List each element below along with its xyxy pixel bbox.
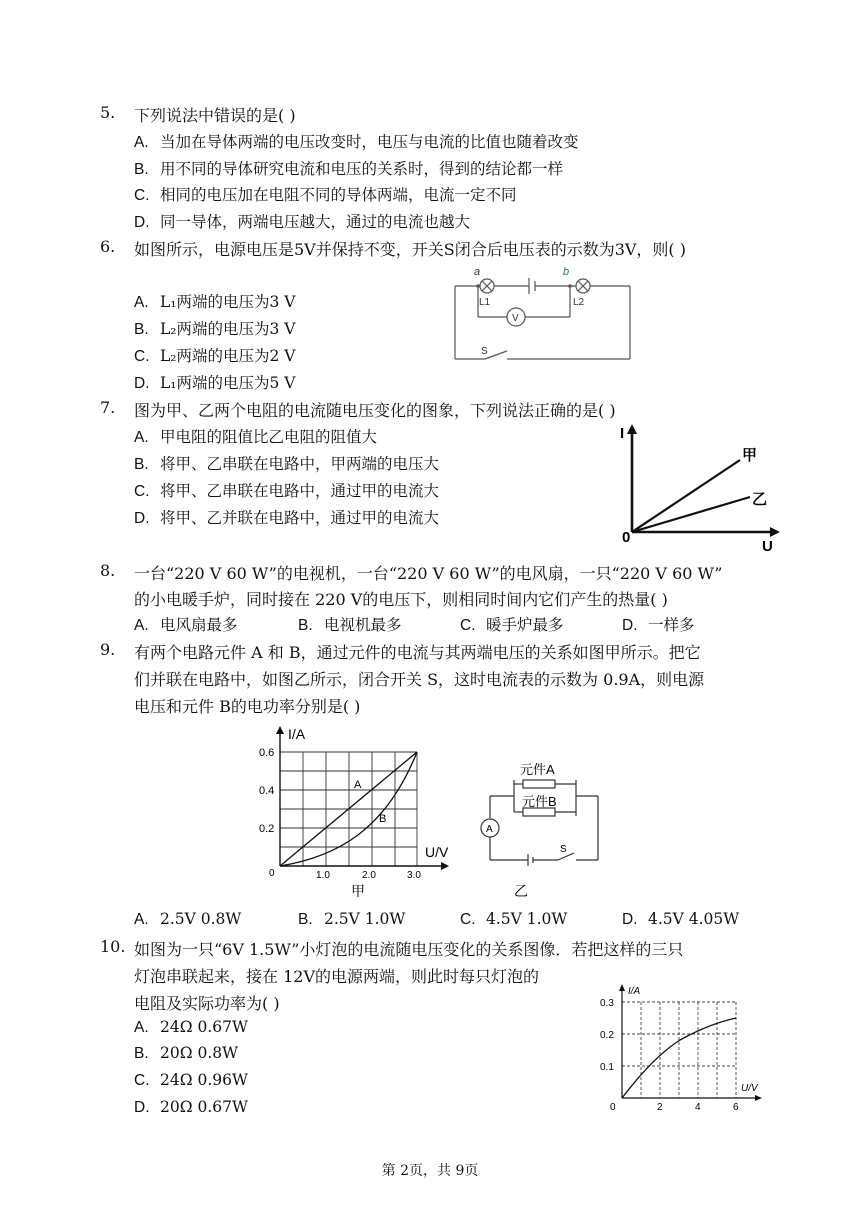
- option-label: B.: [134, 1045, 149, 1062]
- q5-option-b: [134, 157, 563, 179]
- q9-graph-caption: 甲: [351, 883, 365, 899]
- option-text: 24Ω 0.67W: [160, 1018, 248, 1036]
- option-label: C.: [134, 187, 150, 204]
- q10-x-axis-label: U/V: [741, 1083, 758, 1094]
- q9-ytick-label: 0.6: [259, 747, 275, 759]
- q8-option-c: [460, 613, 564, 635]
- option-text: 4.5V 4.05W: [648, 910, 740, 928]
- q7-x-axis-label: U: [762, 538, 773, 555]
- q9-option-b: [298, 910, 405, 929]
- q9-curve-b-label: B: [379, 813, 387, 825]
- option-text: L₁两端的电压为5 V: [160, 374, 296, 392]
- q9-x-axis-label: U/V: [425, 844, 449, 860]
- option-label: A.: [134, 134, 149, 151]
- option-text: 同一导体，两端电压越大，通过的电流也越大: [160, 213, 471, 231]
- q5-stem: 下列说法中错误的是( ): [134, 106, 296, 125]
- q8-stem-line1: 一台“220 V 60 W”的电视机，一台“220 V 60 W”的电风扇，一只“220 V 60 W”: [134, 564, 723, 583]
- option-text: 将甲、乙并联在电路中，通过甲的电流大: [160, 509, 440, 527]
- q5-option-a: [134, 130, 579, 152]
- q6-option-c: [134, 344, 296, 366]
- q9-ytick-label: 0.2: [259, 823, 275, 835]
- option-label: B.: [134, 456, 149, 473]
- q10-option-a: [134, 1018, 248, 1037]
- option-text: 电视机最多: [324, 616, 402, 634]
- q6-switch-label: S: [481, 346, 488, 357]
- q10-stem-line1: 如图为一只“6V 1.5W”小灯泡的电流随电压变化的关系图像．若把这样的三只: [134, 940, 684, 959]
- option-text: 甲电阻的阻值比乙电阻的阻值大: [160, 428, 378, 446]
- option-text: 将甲、乙串联在电路中，甲两端的电压大: [160, 455, 440, 473]
- q9-stem-line2: 们并联在电路中，如图乙所示，闭合开关 S，这时电流表的示数为 0.9A，则电源: [134, 670, 705, 689]
- q7-line-jia-label: 甲: [742, 447, 758, 464]
- q10-stem-line2: 灯泡串联起来，接在 12V的电源两端，则此时每只灯泡的: [134, 967, 540, 986]
- q9-option-c: [460, 910, 567, 929]
- q10-option-b: [134, 1044, 238, 1063]
- option-label: D.: [134, 1099, 150, 1116]
- option-label: B.: [298, 911, 313, 928]
- q9-component-b-label: 元件B: [522, 794, 557, 809]
- option-label: A.: [134, 429, 149, 446]
- option-label: C.: [134, 348, 150, 365]
- option-label: A.: [134, 294, 149, 311]
- q9-option-d: [622, 910, 739, 929]
- q8-number: 8.: [100, 561, 116, 580]
- option-label: B.: [134, 161, 149, 178]
- option-text: 电风扇最多: [160, 616, 238, 634]
- option-text: L₂两端的电压为3 V: [160, 320, 296, 338]
- option-text: 暖手炉最多: [486, 616, 564, 634]
- q7-line-yi-label: 乙: [752, 491, 768, 508]
- q9-xtick-label: 1.0: [316, 870, 330, 881]
- q7-origin-label: 0: [622, 529, 631, 546]
- q10-option-c: [134, 1071, 248, 1090]
- q10-y-axis-label: I/A: [628, 986, 641, 997]
- q9-stem-line3: 电压和元件 B的电功率分别是( ): [134, 697, 361, 716]
- q6-option-b: [134, 317, 296, 339]
- q7-option-d: [134, 506, 439, 528]
- q6-voltmeter-label: V: [512, 313, 519, 324]
- q10-xtick-label: 4: [695, 1102, 701, 1113]
- option-text: 一样多: [648, 616, 695, 634]
- q5-number: 5.: [100, 103, 116, 122]
- q9-graph-jia: [255, 722, 465, 904]
- q9-y-axis-label: I/A: [288, 726, 306, 742]
- option-text: 20Ω 0.8W: [160, 1044, 239, 1062]
- option-label: D.: [134, 214, 150, 231]
- q10-ytick-label: 0.1: [600, 1062, 614, 1073]
- q8-stem-line2: 的小电暖手炉，同时接在 220 V的电压下，则相同时间内它们产生的热量( ): [134, 590, 668, 609]
- q6-circuit-diagram: [445, 262, 645, 372]
- option-label: A.: [134, 1019, 149, 1036]
- option-label: C.: [460, 911, 476, 928]
- option-label: A.: [134, 911, 149, 928]
- q7-option-c: [134, 479, 439, 501]
- q10-ytick-label: 0.3: [600, 998, 614, 1009]
- option-label: B.: [298, 617, 313, 634]
- option-text: 将甲、乙串联在电路中，通过甲的电流大: [160, 482, 440, 500]
- option-label: C.: [460, 617, 476, 634]
- option-label: D.: [622, 911, 638, 928]
- q5-option-c: [134, 183, 517, 205]
- q7-y-axis-label: I: [620, 425, 625, 442]
- q8-option-a: [134, 613, 238, 635]
- q9-component-a-label: 元件A: [520, 762, 555, 777]
- option-label: C.: [134, 483, 150, 500]
- q6-option-d: [134, 371, 296, 393]
- option-text: 用不同的导体研究电流和电压的关系时，得到的结论都一样: [160, 160, 564, 178]
- q9-circuit-yi: [472, 756, 612, 904]
- q6-number: 6.: [100, 237, 116, 256]
- q6-point-a-label: a: [474, 266, 481, 278]
- option-label: D.: [622, 617, 638, 634]
- q9-option-a: [134, 910, 241, 929]
- option-text: L₁两端的电压为3 V: [160, 293, 296, 311]
- q7-option-b: [134, 452, 439, 474]
- q9-ytick-label: 0.4: [259, 785, 275, 797]
- q9-xtick-label: 3.0: [407, 870, 421, 881]
- q10-xtick-label: 6: [733, 1102, 739, 1113]
- option-text: 4.5V 1.0W: [486, 910, 568, 928]
- q6-stem: 如图所示，电源电压是5V并保持不变，开关S闭合后电压表的示数为3V，则( ): [134, 240, 687, 259]
- page-footer: 第 2页，共 9页: [381, 1163, 479, 1179]
- q7-stem: 图为甲、乙两个电阻的电流随电压变化的图象，下列说法正确的是( ): [134, 401, 616, 420]
- q9-switch-label: S: [560, 844, 567, 855]
- option-text: 相同的电压加在电阻不同的导体两端，电流一定不同: [160, 186, 517, 204]
- option-label: A.: [134, 617, 149, 634]
- q10-xtick-label: 2: [657, 1102, 663, 1113]
- option-label: C.: [134, 1072, 150, 1089]
- q5-option-d: [134, 210, 470, 232]
- q6-l2-label: L2: [573, 297, 585, 308]
- q6-l1-label: L1: [479, 297, 491, 308]
- option-text: 20Ω 0.67W: [160, 1098, 248, 1116]
- q7-option-a: [134, 425, 377, 447]
- option-text: 当加在导体两端的电压改变时，电压与电流的比值也随着改变: [160, 133, 579, 151]
- q10-stem-line3: 电阻及实际功率为( ): [134, 994, 280, 1013]
- option-label: D.: [134, 375, 150, 392]
- q9-xtick-label: 2.0: [362, 870, 376, 881]
- q6-option-a: [134, 290, 296, 312]
- q7-number: 7.: [100, 398, 116, 417]
- q9-ammeter-label: A: [486, 824, 493, 835]
- option-text: 2.5V 0.8W: [160, 910, 242, 928]
- q6-point-b-label: b: [563, 266, 570, 278]
- option-text: 24Ω 0.96W: [160, 1071, 248, 1089]
- q10-option-d: [134, 1098, 248, 1117]
- q8-option-b: [298, 613, 402, 635]
- q9-stem-line1: 有两个电路元件 A 和 B，通过元件的电流与其两端电压的关系如图甲所示。把它: [134, 643, 701, 662]
- q9-curve-a-label: A: [354, 779, 362, 791]
- q10-ytick-label: 0.2: [600, 1030, 614, 1041]
- option-text: 2.5V 1.0W: [324, 910, 406, 928]
- q10-origin-label: 0: [610, 1102, 616, 1113]
- q10-iu-graph: [598, 982, 773, 1117]
- option-label: D.: [134, 510, 150, 527]
- q8-option-d: [622, 613, 695, 635]
- q7-iu-graph: [612, 420, 787, 555]
- q9-circuit-caption: 乙: [514, 883, 528, 899]
- option-text: L₂两端的电压为2 V: [160, 347, 296, 365]
- option-label: B.: [134, 321, 149, 338]
- q9-number: 9.: [100, 640, 116, 659]
- q10-number: 10.: [100, 937, 126, 956]
- q9-origin-label: 0: [269, 868, 275, 879]
